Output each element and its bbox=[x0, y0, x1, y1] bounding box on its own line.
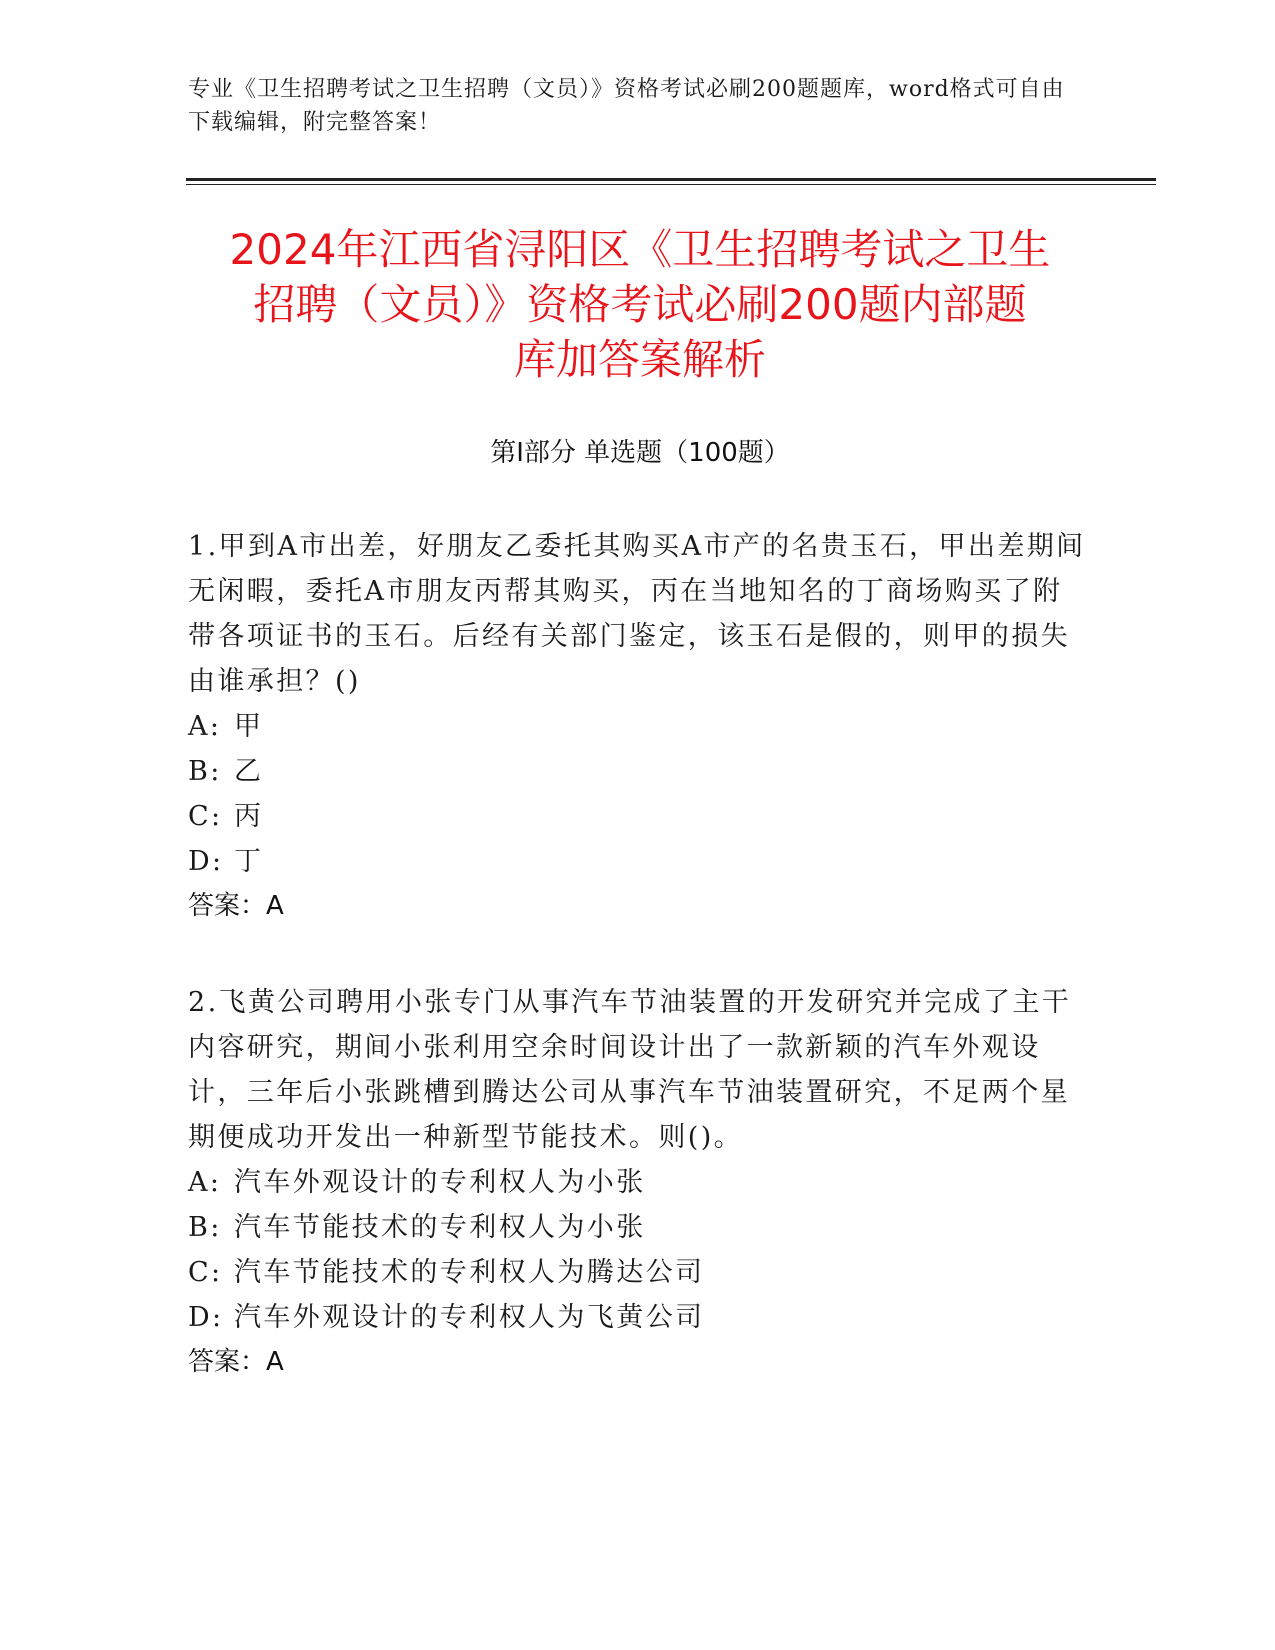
option-label: D: bbox=[188, 846, 224, 877]
title-line-2: 招聘（文员）》资格考试必刷200题内部题 bbox=[253, 280, 1027, 329]
option-label: C: bbox=[188, 801, 223, 832]
option-b bbox=[188, 749, 1088, 794]
option-text: 汽车外观设计的专利权人为飞黄公司 bbox=[234, 1302, 705, 1333]
option-text: 汽车外观设计的专利权人为小张 bbox=[234, 1167, 646, 1198]
document-title bbox=[160, 222, 1120, 387]
option-text: 汽车节能技术的专利权人为小张 bbox=[234, 1212, 646, 1243]
answer-line: 答案：A bbox=[188, 1347, 284, 1377]
title-line-1: 2024年江西省浔阳区《卫生招聘考试之卫生 bbox=[229, 225, 1051, 274]
option-text: 甲 bbox=[234, 711, 264, 742]
section-heading: 第Ⅰ部分 单选题（100题） bbox=[490, 438, 790, 468]
option-a bbox=[188, 704, 1088, 749]
option-d bbox=[188, 1295, 1088, 1340]
option-c bbox=[188, 794, 1088, 839]
header-divider-thin bbox=[186, 184, 1156, 185]
option-a bbox=[188, 1160, 1088, 1205]
option-label: A: bbox=[188, 1167, 222, 1198]
option-text: 丙 bbox=[234, 801, 264, 832]
option-c bbox=[188, 1250, 1088, 1295]
question-1 bbox=[188, 524, 1088, 929]
question-stem: 1.甲到A市出差，好朋友乙委托其购买A市产的名贵玉石，甲出差期间无闲暇，委托A市朋友丙帮其购买，丙在当地知名的丁商场购买了附带各项证书的玉石。后经有关部门鉴定，该玉石是假的，则甲的损失由谁承担？() bbox=[188, 531, 1086, 697]
question-2 bbox=[188, 980, 1088, 1385]
option-text: 丁 bbox=[234, 846, 264, 877]
title-line-3: 库加答案解析 bbox=[513, 335, 766, 384]
option-label: C: bbox=[188, 1257, 223, 1288]
header-note: 专业《卫生招聘考试之卫生招聘（文员）》资格考试必刷200题题库，word格式可自由下载编辑，附完整答案！ bbox=[188, 77, 1065, 135]
question-stem: 2.飞黄公司聘用小张专门从事汽车节油装置的开发研究并完成了主干内容研究，期间小张利用空余时间设计出了一款新颖的汽车外观设计，三年后小张跳槽到腾达公司从事汽车节油装置研究，不足两个星期便成功开发出一种新型节能技术。则()。 bbox=[188, 987, 1072, 1153]
option-label: B: bbox=[188, 756, 222, 787]
option-label: B: bbox=[188, 1212, 222, 1243]
option-label: A: bbox=[188, 711, 222, 742]
header-divider-thick bbox=[186, 178, 1156, 181]
option-text: 汽车节能技术的专利权人为腾达公司 bbox=[234, 1257, 705, 1288]
option-text: 乙 bbox=[234, 756, 264, 787]
option-d bbox=[188, 839, 1088, 884]
option-label: D: bbox=[188, 1302, 224, 1333]
answer-line: 答案：A bbox=[188, 891, 284, 921]
option-b bbox=[188, 1205, 1088, 1250]
